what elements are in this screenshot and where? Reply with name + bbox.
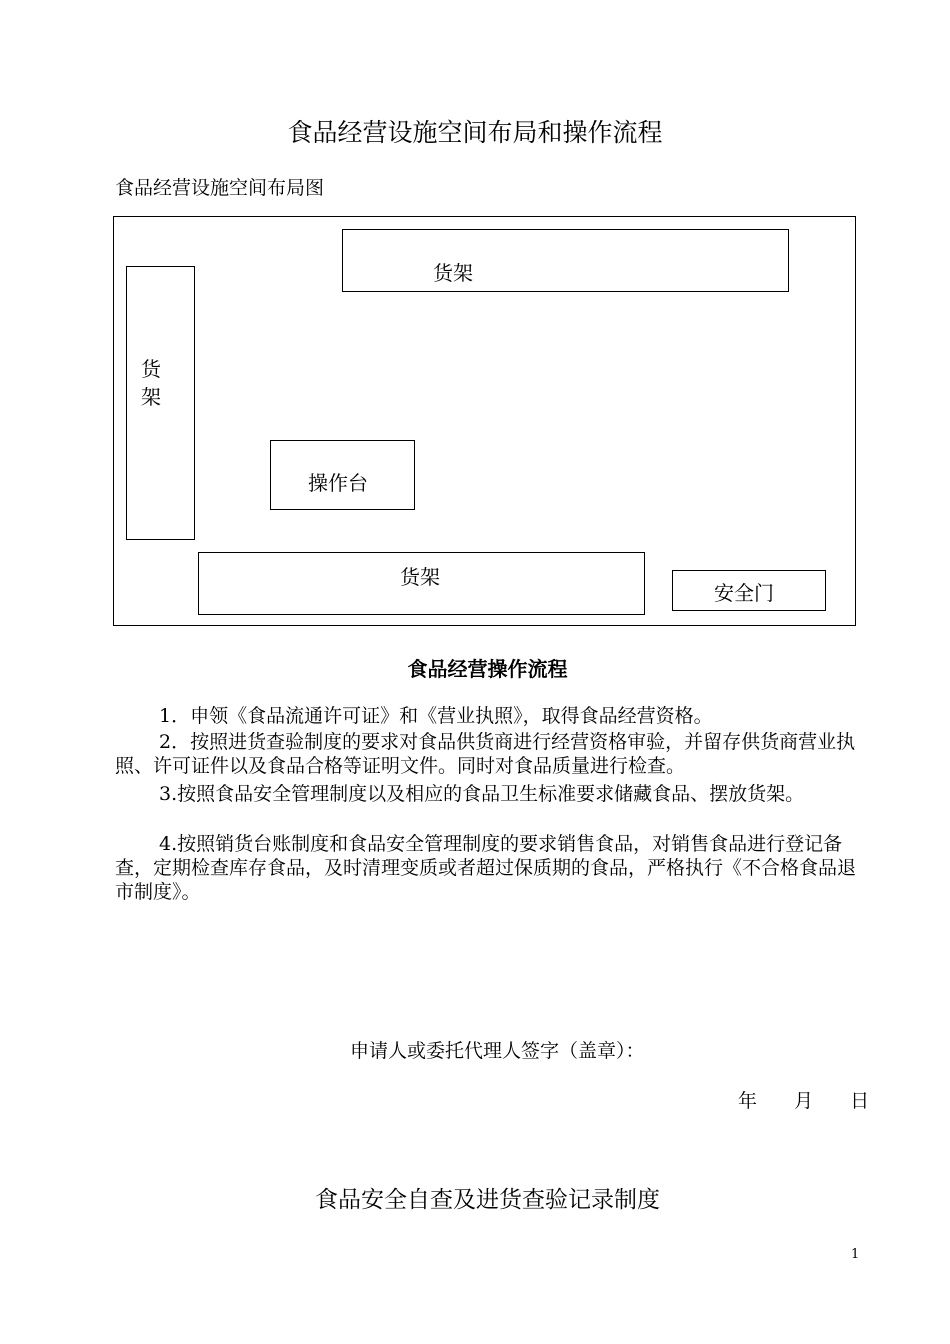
shelf-left-label: 货架 <box>141 357 161 409</box>
process-step-3: 3.按照食品安全管理制度以及相应的食品卫生标准要求储藏食品、摆放货架。 <box>159 783 805 805</box>
document-title: 食品经营设施空间布局和操作流程 <box>287 118 663 147</box>
workbench-box <box>270 440 415 510</box>
process-step-4: 4.按照销货台账制度和食品安全管理制度的要求销售食品，对销售食品进行登记备查，定期检查库存食品，及时清理变质或者超过保质期的食品，严格执行《不合格食品退市制度》。 <box>115 833 857 903</box>
date-line <box>738 1086 869 1113</box>
next-section-title: 食品安全自查及进货查验记录制度 <box>315 1187 660 1213</box>
date-year: 年 <box>738 1090 758 1112</box>
page-number: 1 <box>851 1247 860 1262</box>
safety-door-label: 安全门 <box>714 581 774 605</box>
workbench-label: 操作台 <box>308 471 368 495</box>
safety-door-box <box>672 570 826 611</box>
shelf-bottom-box <box>198 552 645 615</box>
date-day: 日 <box>850 1090 870 1112</box>
layout-heading: 食品经营设施空间布局图 <box>115 177 325 199</box>
shelf-left-box <box>126 266 195 540</box>
shelf-top-box <box>342 229 789 292</box>
process-heading: 食品经营操作流程 <box>407 657 568 681</box>
shelf-bottom-label: 货架 <box>400 565 440 589</box>
date-month: 月 <box>794 1090 814 1112</box>
process-step-2: 2．按照进货查验制度的要求对食品供货商进行经营资格审验，并留存供货商营业执照、许可证件以及食品合格等证明文件。同时对食品质量进行检查。 <box>115 731 856 777</box>
shelf-top-label: 货架 <box>433 261 473 285</box>
process-step-1: 1．申领《食品流通许可证》和《营业执照》，取得食品经营资格。 <box>159 705 713 727</box>
signature-line: 申请人或委托代理人签字（盖章）： <box>350 1040 645 1062</box>
